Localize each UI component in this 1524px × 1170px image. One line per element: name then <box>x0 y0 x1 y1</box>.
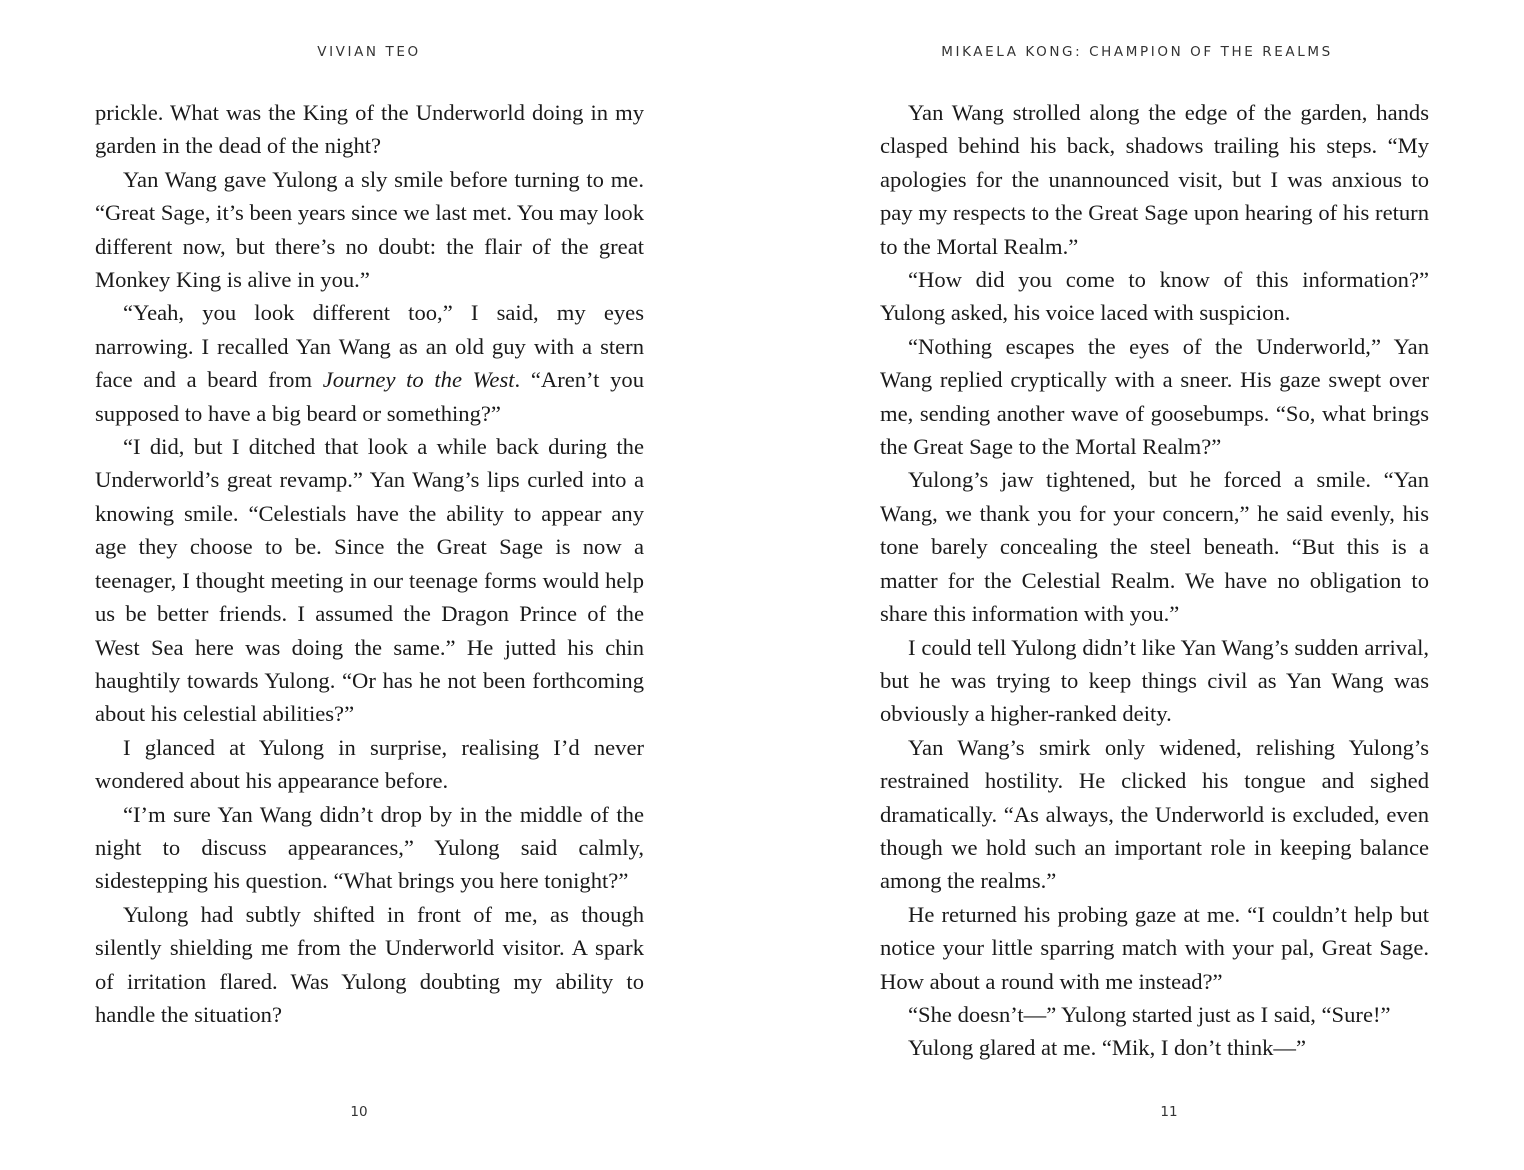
paragraph-part: . “Aren’t you supposed to have a big beard or something?” <box>95 367 645 426</box>
paragraph: Yan Wang strolled along the edge of the garden, hands clasped behind his back, shadows trailing his steps. “My apologies for the unannounced visit, but I was anxious to pay my respects to the Great Sage upon hearing of his return to the Mortal Realm.” <box>880 100 1429 259</box>
paragraph: “I’m sure Yan Wang didn’t drop by in the middle of the night to discuss appearances,” Yulong said calmly, sidestepping his question. “What brings you here tonight?” <box>95 801 644 894</box>
running-head-title: MIKAELA KONG: CHAMPION OF THE REALMS <box>941 44 1333 60</box>
paragraph: Yulong had subtly shifted in front of me, as though silently shielding me from the Underworld visitor. A spark of irritation flared. Was Yulong doubting my ability to handle the situation? <box>95 901 644 1027</box>
paragraph: “I did, but I ditched that look a while back during the Underworld’s great revamp.” Yan Wang’s lips curled into a knowing smile. “Celestials have the ability to appear any age they choose to be. Since the Great Sage is now a teenager, I thought meeting in our teenage forms would help us be better friends. I assumed the Dragon Prince of the West Sea here was doing the same.” He jutted his chin haughtily towards Yulong. “Or has he not been forthcoming about his celestial abilities?” <box>95 434 644 727</box>
book-title-italic: Journey to the West <box>322 367 515 393</box>
paragraph: Yulong’s jaw tightened, but he forced a smile. “Yan Wang, we thank you for your concern,” he said evenly, his tone barely concealing the steel beneath. “But this is a matter for the Celestial Realm. We have no obligation to share this information with you.” <box>880 467 1429 627</box>
paragraph: Yan Wang gave Yulong a sly smile before turning to me. “Great Sage, it’s been years since we last met. You may look different now, but there’s no doubt: the flair of the great Monkey King is alive in you.” <box>95 166 644 293</box>
right-page <box>762 0 1524 1170</box>
paragraph <box>95 296 644 430</box>
paragraph: prickle. What was the King of the Underworld doing in my garden in the dead of the night? <box>95 100 644 159</box>
paragraph: I could tell Yulong didn’t like Yan Wang’s sudden arrival, but he was trying to keep things civil as Yan Wang was obviously a higher-ranked deity. <box>880 634 1429 727</box>
paragraph: “How did you come to know of this information?” Yulong asked, his voice laced with suspicion. <box>880 267 1429 326</box>
page-number: 10 <box>350 1104 368 1120</box>
page-number: 11 <box>1160 1104 1178 1120</box>
right-page-body <box>880 96 1429 1065</box>
running-head-author: VIVIAN TEO <box>317 44 421 60</box>
paragraph: He returned his probing gaze at me. “I couldn’t help but notice your little sparring match with your pal, Great Sage. How about a round with me instead?” <box>880 901 1429 994</box>
paragraph: Yulong glared at me. “Mik, I don’t think—” <box>908 1035 1307 1061</box>
paragraph: “Nothing escapes the eyes of the Underworld,” Yan Wang replied cryptically with a sneer. His gaze swept over me, sending another wave of goosebumps. “So, what brings the Great Sage to the Mortal Realm?” <box>880 333 1429 460</box>
paragraph-part: “Yeah, you look different too,” I said, my eyes narrowing. I recalled Yan Wang as an old guy with a stern face and a beard from <box>95 300 644 393</box>
paragraph: Yan Wang’s smirk only widened, relishing Yulong’s restrained hostility. He clicked his tongue and sighed dramatically. “As always, the Underworld is excluded, even though we hold such an important role in keeping balance among the realms.” <box>880 734 1429 894</box>
paragraph: I glanced at Yulong in surprise, realising I’d never wondered about his appearance before. <box>95 734 644 794</box>
paragraph: “She doesn’t—” Yulong started just as I said, “Sure!” <box>908 1001 1391 1027</box>
left-page-body <box>95 96 644 1031</box>
